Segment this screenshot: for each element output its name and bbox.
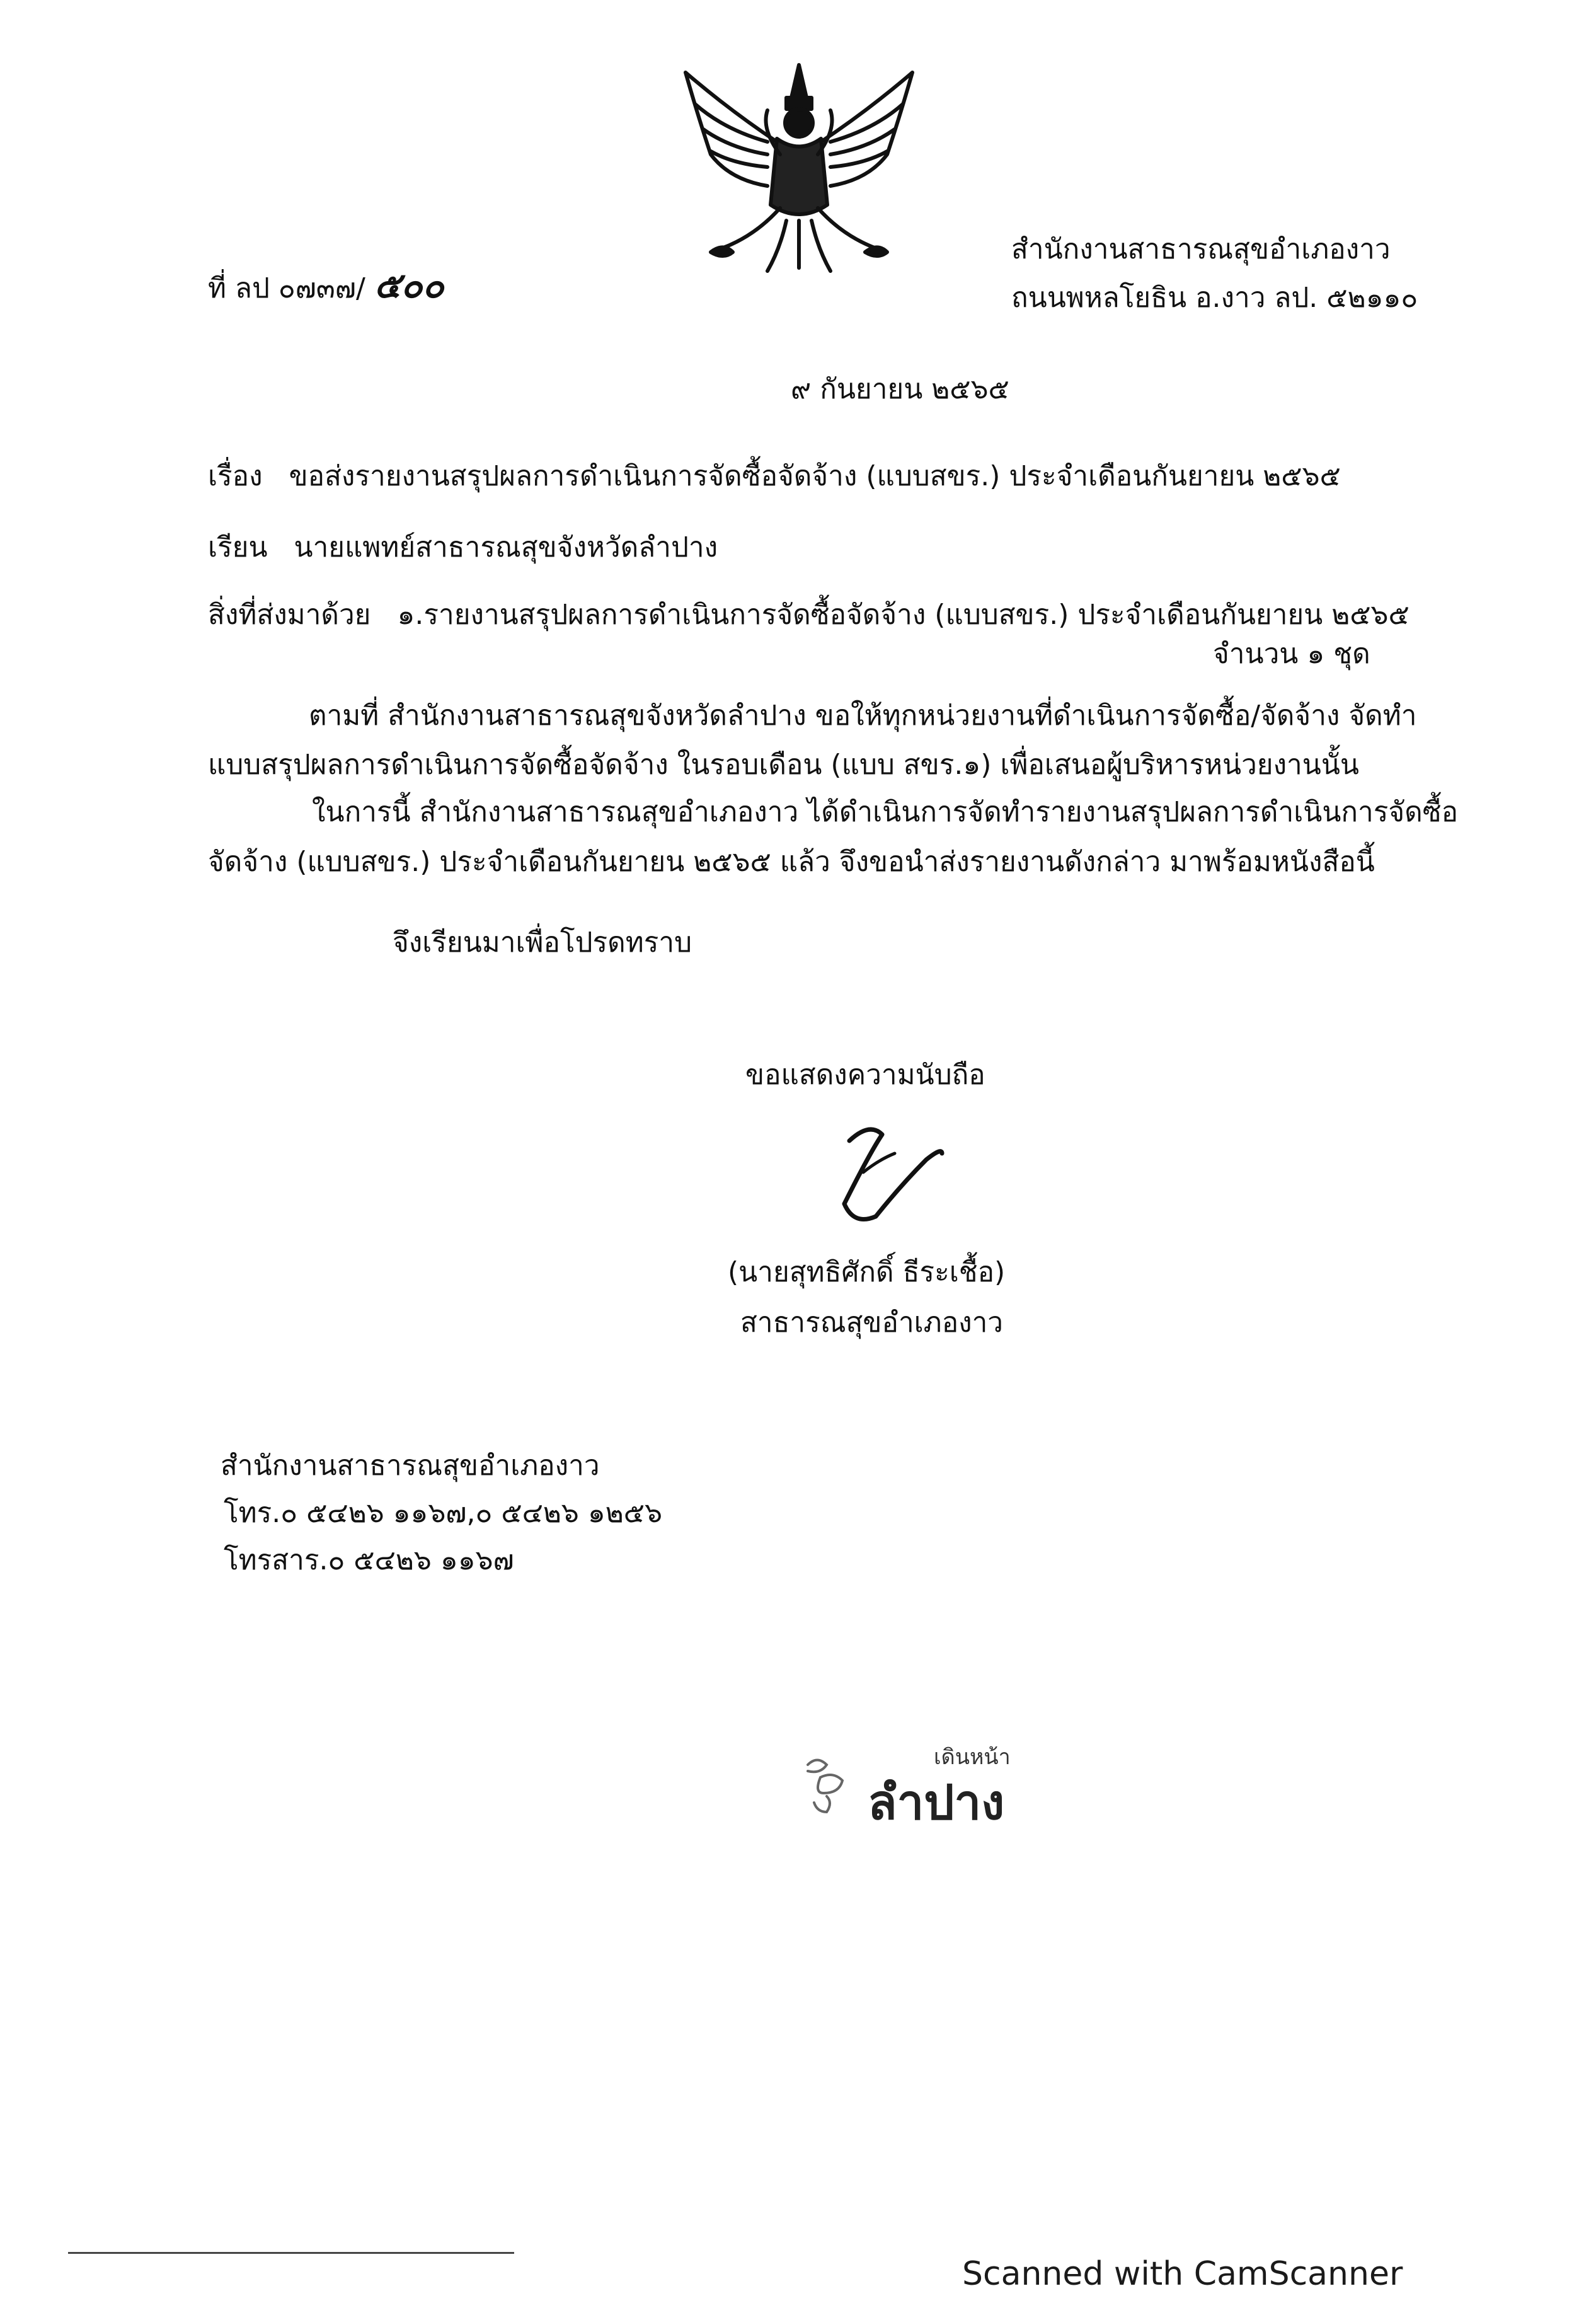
subject-label: เรื่อง — [208, 460, 263, 492]
logo-city: ลำปาง — [868, 1774, 1005, 1830]
logo-tagline: เดินหน้า — [934, 1745, 1011, 1770]
footer-rule — [68, 2252, 514, 2254]
recipient-label: เรียน — [208, 531, 268, 563]
recipient-text: นายแพทย์สาธารณสุขจังหวัดลำปาง — [294, 531, 718, 563]
enclosure-text: ๑.รายงานสรุปผลการดำเนินการจัดซื้อจัดจ้าง (แบบสขร.) ประจำเดือนกันยายน ๒๕๖๕ — [397, 599, 1409, 631]
subject-text: ขอส่งรายงานสรุปผลการดำเนินการจัดซื้อจัดจ้าง (แบบสขร.) ประจำเดือนกันยายน ๒๕๖๕ — [289, 460, 1341, 492]
logo-emblem-icon — [795, 1752, 858, 1821]
signature-closing: ขอแสดงความนับถือ — [745, 1059, 985, 1091]
enclosure-quantity: จำนวน ๑ ชุด — [1213, 638, 1370, 670]
handwritten-signature-icon — [819, 1116, 945, 1235]
body-paragraph-2-line-1: ในการนี้ สำนักงานสาธารณสุขอำเภองาว ได้ดำเนินการจัดทำรายงานสรุปผลการดำเนินการจัดซื้อ — [312, 796, 1459, 828]
body-paragraph-1-line-2: แบบสรุปผลการดำเนินการจัดซื้อจัดจ้าง ในรอบเดือน (แบบ สขร.๑) เพื่อเสนอผู้บริหารหน่วยงานนั้น — [208, 749, 1359, 781]
contact-fax: โทรสาร.๐ ๕๔๒๖ ๑๑๖๗ — [224, 1544, 514, 1576]
scanner-watermark: Scanned with CamScanner — [962, 2255, 1403, 2293]
document-reference — [208, 265, 444, 307]
closing-request: จึงเรียนมาเพื่อโปรดทราบ — [393, 926, 692, 959]
enclosure-line — [208, 599, 1409, 632]
lampang-logo — [795, 1740, 1011, 1853]
signatory-name: (นายสุทธิศักดิ์ ธีระเชื้อ) — [728, 1256, 1006, 1288]
contact-phone: โทร.๐ ๕๔๒๖ ๑๑๖๗,๐ ๕๔๒๖ ๑๒๕๖ — [224, 1497, 663, 1529]
signatory-position: สาธารณสุขอำเภองาว — [740, 1307, 1004, 1339]
enclosure-label: สิ่งที่ส่งมาด้วย — [208, 599, 371, 631]
subject-line — [208, 460, 1341, 494]
body-paragraph-1-line-1: ตามที่ สำนักงานสาธารณสุขจังหวัดลำปาง ขอให้ทุกหน่วยงานที่ดำเนินการจัดซื้อ/จัดจ้าง จัดทำ — [309, 700, 1417, 732]
contact-office: สำนักงานสาธารณสุขอำเภองาว — [221, 1450, 600, 1482]
document-date: ๙ กันยายน ๒๕๖๕ — [791, 373, 1009, 405]
reference-prefix: ที่ ลป ๐๗๓๗/ — [208, 272, 365, 304]
body-paragraph-2-line-2: จัดจ้าง (แบบสขร.) ประจำเดือนกันยายน ๒๕๖๕ แล้ว จึงขอนำส่งรายงานดังกล่าว มาพร้อมหนังสือนี้ — [208, 846, 1375, 878]
recipient-line — [208, 531, 718, 565]
reference-handwritten-number: ๕๐๐ — [374, 265, 444, 306]
sender-office: สำนักงานสาธารณสุขอำเภองาว — [1011, 233, 1391, 265]
garuda-emblem-icon — [673, 60, 925, 284]
sender-address: ถนนพหลโยธิน อ.งาว ลป. ๕๒๑๑๐ — [1011, 282, 1418, 314]
